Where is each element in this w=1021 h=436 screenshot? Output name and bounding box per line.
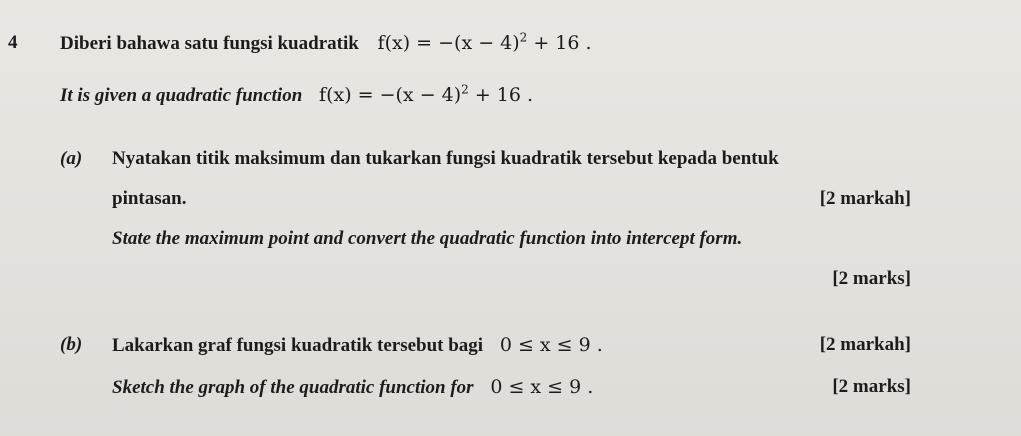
part-a-english: State the maximum point and convert the quadratic function into intercept form.: [112, 228, 743, 249]
part-a-marks-malay: [2 markah]: [819, 188, 911, 209]
range-expression: 0 ≤ x ≤ 9 .: [499, 334, 603, 356]
part-b-label: (b): [60, 334, 83, 355]
part-b-malay: Lakarkan graf fungsi kuadratik tersebut bagi 0 ≤ x ≤ 9 .: [112, 334, 603, 356]
part-b-marks-malay: [2 markah]: [819, 334, 911, 355]
part-a-marks-english: [2 marks]: [832, 268, 911, 289]
function-expression: $f(x) = -(x - 4)^2 + 16$ .: [377, 30, 592, 54]
intro-malay: [60, 32, 592, 55]
part-b-english: Sketch the graph of the quadratic function for 0 ≤ x ≤ 9 .: [112, 376, 594, 398]
part-a-malay-line2: pintasan.: [112, 188, 187, 209]
part-b-marks-english: [2 marks]: [832, 376, 911, 397]
intro-english: [60, 84, 533, 107]
intro-malay-text: Diberi bahawa satu fungsi kuadratik: [60, 33, 359, 54]
question-number: 4: [8, 32, 18, 53]
part-a-malay-line1: Nyatakan titik maksimum dan tukarkan fungsi kuadratik tersebut kepada bentuk: [112, 148, 779, 169]
range-expression-en: 0 ≤ x ≤ 9 .: [490, 376, 594, 398]
part-a-label: (a): [60, 148, 83, 169]
function-expression-en: $f(x) = -(x - 4)^2 + 16$ .: [319, 82, 534, 106]
intro-english-text: It is given a quadratic function: [60, 85, 303, 106]
